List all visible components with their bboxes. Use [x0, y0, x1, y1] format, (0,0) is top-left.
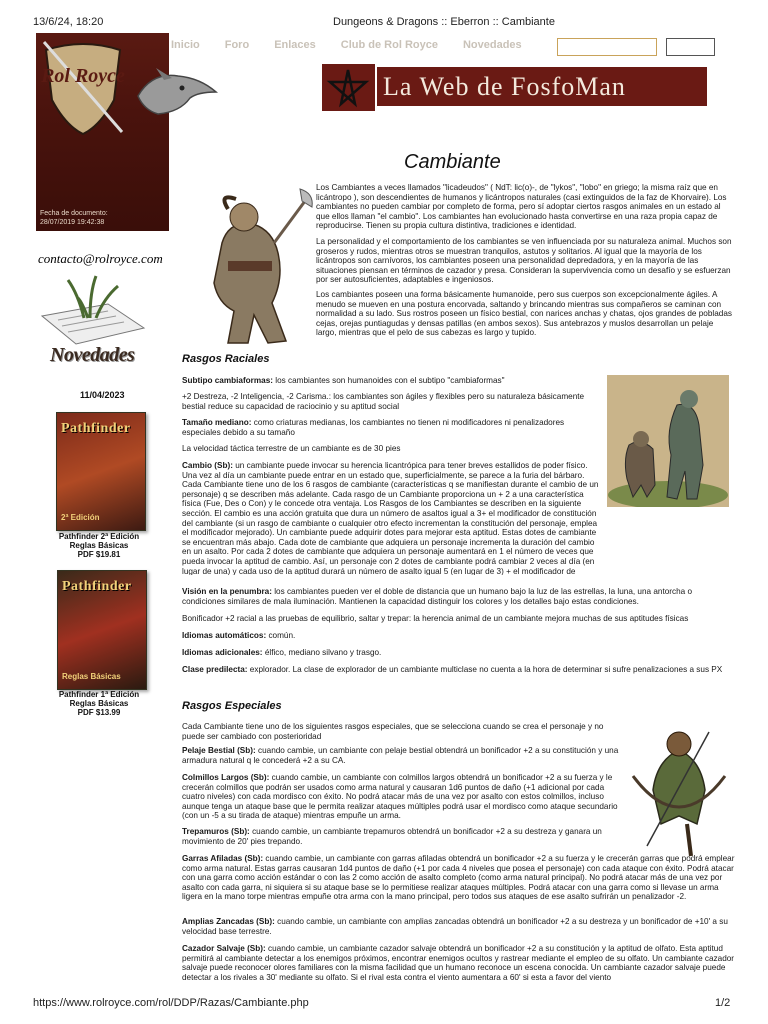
print-doc-title: Dungeons & Dragons :: Eberron :: Cambiante — [333, 16, 555, 28]
intro-paragraph-3: Los cambiantes poseen una forma básicamente humanoide, pero sus cuerpos son excepcionalmente ágiles. A menudo se mueven en una postura encorvada, saltando y brincando mientras sus compañeros se caminan con normalidad a su lado. Sus rostros poseen un físico bestial, con narices anchas y chatas, ojos grandes de pobladas cejas, orejas puntiagudas y densas patillas (en ambos sexos). Sus antebrazos y muslos desarrollan un pelaje largo, mientras que el pelo de sus cabezas es largo y tupido. — [316, 290, 732, 338]
trait-item: La velocidad táctica terrestre de un cambiante es de 30 pies — [182, 444, 401, 453]
changeling-archer-illustration — [627, 720, 731, 858]
novedades-link[interactable]: Novedades — [50, 344, 135, 366]
book-caption-pathfinder-2e[interactable]: Pathfinder 2ª Edición Reglas Básicas PDF $19.81 — [58, 532, 140, 559]
nav-item-inicio[interactable]: Inicio — [171, 39, 200, 51]
trait-item: Idiomas automáticos: común. — [182, 631, 296, 640]
shield-logo-icon[interactable] — [40, 40, 126, 136]
book-caption-pathfinder-1e[interactable]: Pathfinder 1ª Edición Reglas Básicas PDF $13.99 — [58, 690, 140, 717]
top-nav — [171, 39, 547, 51]
book-cover-pathfinder-2e[interactable] — [56, 412, 146, 531]
book-cover-pathfinder-1e[interactable] — [57, 570, 147, 690]
print-datetime: 13/6/24, 18:20 — [33, 16, 104, 28]
trait-item-cambio: Cambio (Sb): un cambiante puede invocar su herencia licantrópica para tener breves estallidos de poder físico. Una vez al día un cambiante puede entrar en un estado que, superficialmente, se parece a la furia del bárbaro. Cada Cambiante tiene uno de los 6 rasgos de cambiante (características q se manifiestan durante el cambio de un personaje) q se describen más adelante. Cada rasgo de un Cambiante proporciona un + 2 a una característica física (Fue, Des o Con) y le concede otra ventaja. Los Rasgos de los Cambiantes se describen en la siguiente sección. El cambio es una acción gratuita que dura un número de asaltos igual a 3+ el modificador de constitución del cambiante (si un rasgo de cambiante o cualquier otro efecto incrementan la constitución del personaje, emplea el modificador mejorado). Un cambiante puede adquirir dotes para mejorar esta aptitud. Estas dotes de cambiante se encuentran más abajo. Cada dote de cambiante que adquiera un personaje incrementa la duración del cambio en un asalto. Por cada 2 dotes de cambiante que adquiera un personaje aumentará en 1 el número de veces que pueda invocar la aptitud de cambio. Así, un personaje con 2 dotes de cambiante podrá cambiar 2 veces al día (en lugar de una) y cada uso de la aptitud durará un número de asalto igual 5 (en lugar de 3) + el modificador de — [182, 461, 599, 575]
book-cover-title: Pathfinder — [61, 421, 131, 436]
trait-item: Idiomas adicionales: élfico, mediano silvano y trasgo. — [182, 648, 382, 657]
book-cover-subtitle: Reglas Básicas — [62, 672, 121, 681]
newspaper-plant-icon[interactable] — [38, 274, 148, 350]
news-date: 11/04/2023 — [80, 390, 125, 400]
trait-item: Clase predilecta: explorador. La clase de explorador de un cambiante multiclase no cuenta a la hora de determinar si sufre penalizaciones a sus PX — [182, 665, 723, 674]
section-heading-rasgos-raciales: Rasgos Raciales — [182, 353, 270, 365]
special-traits-intro: Cada Cambiante tiene uno de los siguientes rasgos especiales, que se selecciona cuando se crea el personaje y no puede ser cambiado con posterioridad — [182, 722, 604, 741]
nav-item-enlaces[interactable]: Enlaces — [274, 39, 316, 51]
pentagram-icon — [322, 64, 375, 111]
special-trait-item: Colmillos Largos (Sb): cuando cambie, un cambiante con colmillos largos obtendrá un bonificador +2 a su fuerza y le crecerán colmillos que podrán ser usados como arma natural y causaran 1d6 puntos de daño (+1 adicional por cada cuatro niveles) con cada mordisco con éxito. No podrá atacar más de una vez por asalto con estos colmillos, incluso aunque tenga un ataque base que le permita realizar ataques múltiples podrá usar el mordisco como ataque secundario (con un -5 a su tirada de ataque) mientras empuñe un arma. — [182, 773, 618, 821]
special-trait-item: Cazador Salvaje (Sb): cuando cambie, un cambiante cazador salvaje obtendrá un bonificador +2 a su constitución y la aptitud de olfato. Esta aptitud permitirá al cambiante detectar a los enemigos próximos, encontrar enemigos ocultos y rastrear mediante el empleo de su olfato. Un cambiante cazador salvaje puede reconocer olores familiares con la misma facilidad que un humano reconoce un escena conocida. Un cambiante cazador salvaje puede detectar a los rivales a 30' mediante su olfato. Si el rival esta contra el viento aumentara a 60' si esta a favor del viento — [182, 944, 735, 982]
trait-item: Bonificador +2 racial a las pruebas de equilibrio, saltar y trepar: la herencia animal de un cambiante mejora muchas de sus aptitudes físicas — [182, 614, 689, 623]
nav-item-club[interactable]: Club de Rol Royce — [340, 39, 438, 51]
site-banner[interactable]: La Web de FosfoMan — [377, 67, 707, 106]
logo-text: Rol Royce — [41, 65, 125, 87]
special-trait-item: Pelaje Bestial (Sb): cuando cambie, un cambiante con pelaje bestial obtendrá un bonificador +2 a su constitución y una armadura natural q le concederá +2 a su CA. — [182, 746, 619, 765]
trait-item: Subtipo cambiaformas: los cambiantes son humanoides con el subtipo "cambiaformas" — [182, 376, 505, 385]
search-button[interactable] — [666, 38, 715, 56]
contact-email-link[interactable]: contacto@rolroyce.com — [38, 251, 163, 266]
intro-paragraph-2: La personalidad y el comportamiento de los cambiantes se ven influenciada por su naturaleza animal. Muchos son groseros y rudos, mientras otros se muestran tranquilos, astutos y solitarios. Al igual que la mayoría de los licántropos son carnívoros, los cambiantes poseen una personalidad depredadora, y en la mayoría de las situaciones piensan en términos de cazador y presa. Consideran la supervivencia como un desafío y se esfuerzan por ser autosuficientes, adaptables e ingeniosos. — [316, 237, 732, 285]
dragon-head-icon — [134, 66, 218, 118]
trait-item: Tamaño mediano: como criaturas medianas, los cambiantes no tienen ni modificadores ni penalizadores especiales debido a su tamaño — [182, 418, 565, 437]
page-title: Cambiante — [404, 151, 501, 173]
section-heading-rasgos-especiales: Rasgos Especiales — [182, 700, 282, 712]
trait-item: Visión en la penumbra: los cambiantes pueden ver el doble de distancia que un humano bajo la luz de las estrellas, la luna, una antorcha o condiciones similares de mala iluminación. Mantienen la capacidad distinguir los colores y los detalles bajo estas condiciones. — [182, 587, 693, 606]
document-date: Fecha de documento: 28/07/2019 19:42:38 — [40, 210, 108, 226]
search-input[interactable] — [557, 38, 657, 56]
print-url: https://www.rolroyce.com/rol/DDP/Razas/Cambiante.php — [33, 997, 309, 1009]
book-cover-subtitle: 2ª Edición — [61, 513, 100, 522]
nav-item-novedades[interactable]: Novedades — [462, 39, 522, 51]
changeling-warrior-illustration — [188, 183, 316, 349]
print-page-number: 1/2 — [715, 997, 731, 1009]
trait-item: +2 Destreza, -2 Inteligencia, -2 Carisma.: los cambiantes son ágiles y flexibles pero su naturaleza básicamente bestial reduce su capacidad de raciocinio y su aptitud social — [182, 392, 585, 411]
nav-item-foro[interactable]: Foro — [224, 39, 250, 51]
book-cover-title: Pathfinder — [62, 579, 132, 594]
special-trait-item: Trepamuros (Sb): cuando cambie, un cambiante trepamuros obtendrá un bonificador +2 a su destreza y ganara un movimiento de 20' pies trepando. — [182, 827, 602, 846]
changeling-pair-illustration — [607, 375, 729, 507]
intro-paragraph-1: Los Cambiantes a veces llamados "licadeudos" ( NdT: lic(o)-, de "lykos", "lobo" en griego; la misma raíz que en licántropo ), son descendientes de humanos y licántropos naturales (casi extinguidos de la faz de Khorvaire). Los cambiantes no pueden cambiar por completo de forma, pero sí adoptar ciertos rasgos animales en un estado al que ellos llaman "el cambio". Los cambiantes han evolucionado hasta convertirse en una raza propia capaz de reproducirse. Tienen su propia cultura distintiva, tradiciones e identidad. — [316, 183, 727, 231]
special-trait-item: Amplias Zancadas (Sb): cuando cambie, un cambiante con amplias zancadas obtendrá un bonificador +2 a su destreza y un bonificador de +10' a su velocidad base terrestre. — [182, 917, 728, 936]
special-trait-item: Garras Afiladas (Sb): cuando cambie, un cambiante con garras afiladas obtendrá un bonificador +2 a su fuerza y le crecerán garras que podrá emplear como arma natural. Estas garras causaran 1d4 puntos de daño (+1 por cada 4 niveles que posea el personaje) con cada ataque con éxito. Podrá atacar con una garra como acción estándar o con las 2 como acción de asalto completo (como arma natural principal). No podrá atacar más de una vez por asalto con cada garra, ni siquiera si su ataque base se lo permitiese realizar ataques múltiples. Podrá atacar con una garra como si llevase un arma ligera en la mano torpe mientras empuñe otra arma con la mano principal, pero todos sus ataques de ese asalto sufrirán un penalizador -2. — [182, 854, 735, 902]
